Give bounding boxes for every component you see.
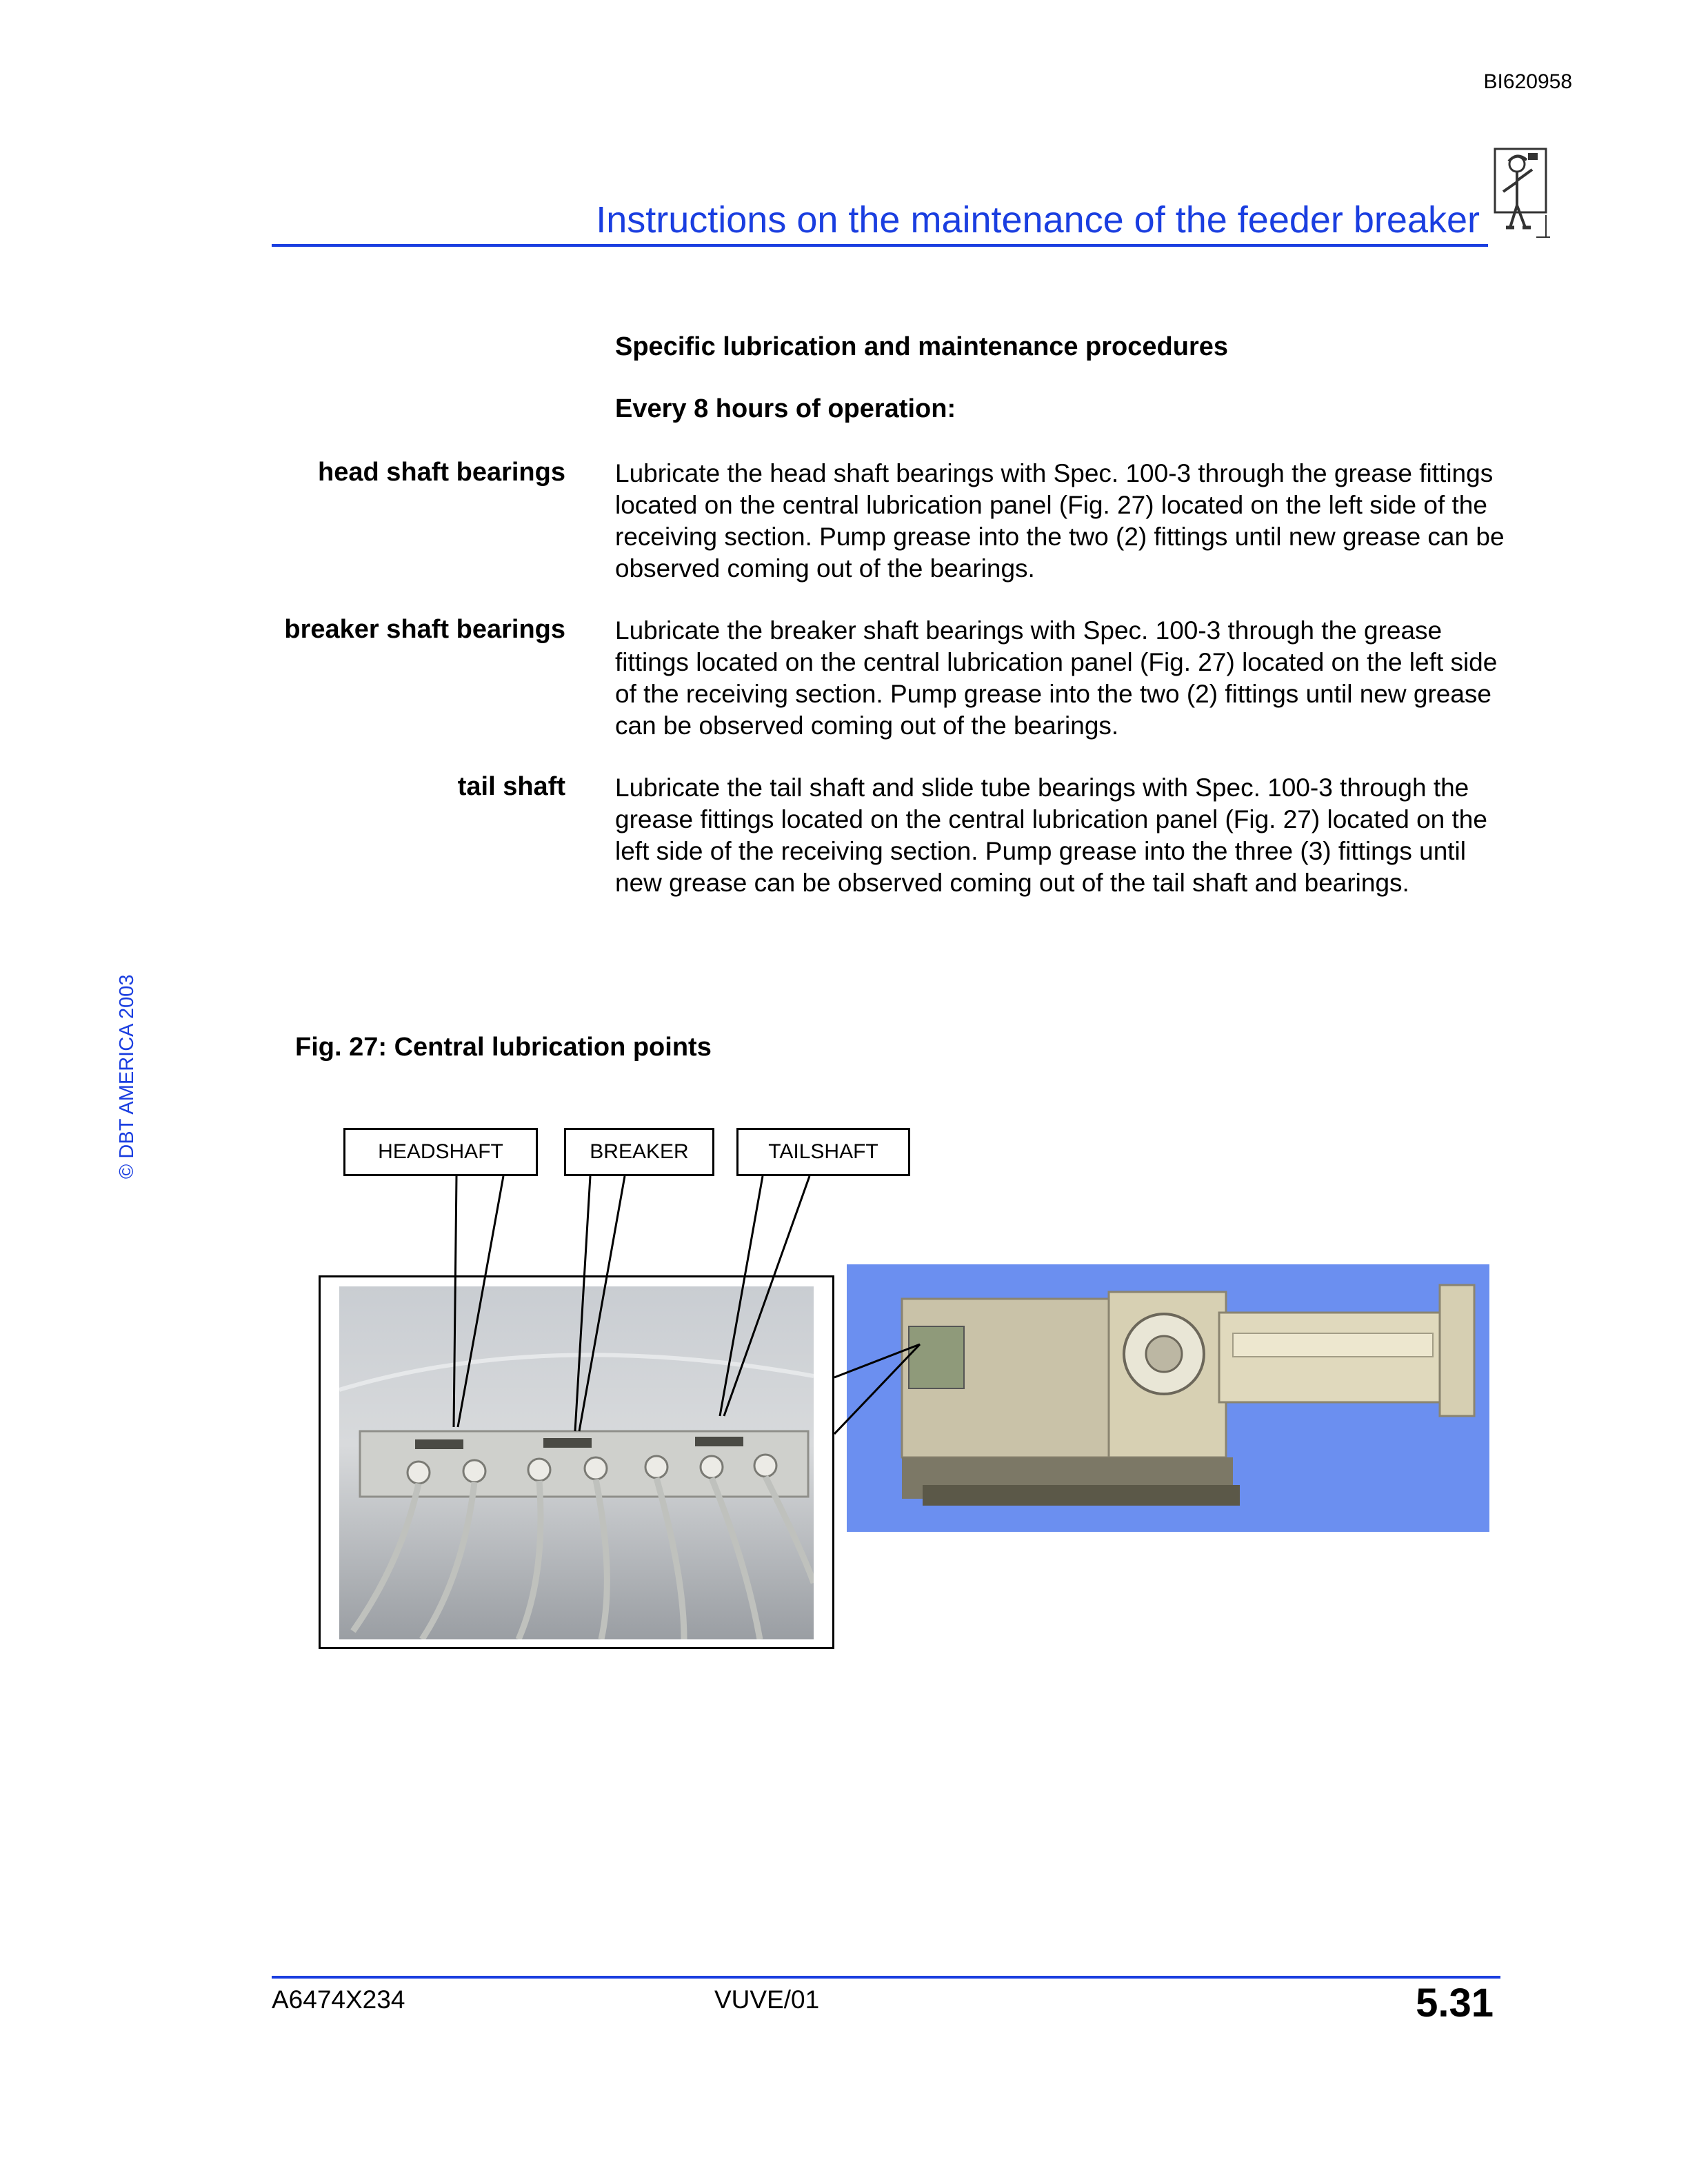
page-title: Instructions on the maintenance of the feeder breaker [596,199,1480,241]
footer-doc-number: A6474X234 [272,1985,405,2014]
section-heading: Specific lubrication and maintenance procedures [615,332,1229,361]
item-label-head-shaft: head shaft bearings [318,458,565,487]
item-label-breaker-shaft: breaker shaft bearings [284,615,565,644]
interval-heading: Every 8 hours of operation: [615,394,956,423]
maintenance-worker-icon [1488,146,1550,240]
callout-breaker: BREAKER [564,1128,714,1176]
callout-tailshaft: TAILSHAFT [736,1128,910,1176]
callout-headshaft: HEADSHAFT [343,1128,538,1176]
item-label-tail-shaft: tail shaft [457,772,565,801]
copyright-sidebar: © DBT AMERICA 2003 [116,974,138,1179]
page-title-bar [272,200,1488,247]
lubrication-panel-photo [339,1286,814,1639]
feeder-breaker-photo [847,1264,1489,1532]
page-number: 5.31 [1416,1981,1494,2025]
figure-caption: Fig. 27: Central lubrication points [295,1033,712,1062]
footer-rule [272,1976,1500,1979]
item-text-tail-shaft: Lubricate the tail shaft and slide tube bearings with Spec. 100-3 through the grease fittings located on the central lubrication panel (Fig. 27) located on the left side of the receiving section. Pump grease into the three (3) fittings until new grease can be observed coming out of the tail shaft and bearings. [615,774,1487,897]
item-text-head-shaft: Lubricate the head shaft bearings with Spec. 100-3 through the grease fittings located on the central lubrication panel (Fig. 27) located on the left side of the receiving section. Pump grease into the two (2) fittings until new grease can be observed coming out of the bearings. [615,459,1505,583]
item-text-breaker-shaft: Lubricate the breaker shaft bearings with Spec. 100-3 through the grease fittings located on the central lubrication panel (Fig. 27) located on the left side of the receiving section. Pump grease into the two (2) fittings until new grease can be observed coming out of the bearings. [615,616,1498,740]
document-id: BI620958 [1483,70,1572,93]
footer-revision: VUVE/01 [714,1985,820,2014]
